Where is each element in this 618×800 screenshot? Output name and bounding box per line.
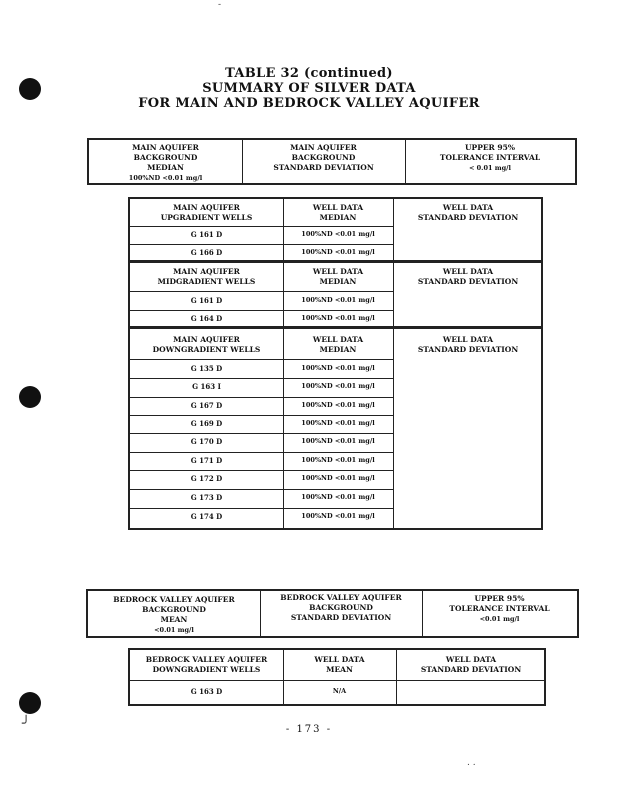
table-row bbox=[130, 508, 541, 526]
bedrock-col-mean: WELL DATA MEAN bbox=[314, 655, 365, 674]
bedrock-background-summary bbox=[86, 589, 579, 638]
well-id: G 164 D bbox=[190, 314, 223, 323]
upgradient-col-stddev: WELL DATA STANDARD DEVIATION bbox=[417, 203, 519, 222]
table-row bbox=[130, 683, 544, 701]
table-row bbox=[130, 433, 541, 451]
bedrock-mean-value: <0.01 mg/l bbox=[154, 626, 194, 634]
midgradient-wells-table bbox=[128, 262, 543, 328]
punch-hole-bottom bbox=[19, 692, 41, 714]
main-std-label: MAIN AQUIFER BACKGROUND STANDARD DEVIATION bbox=[273, 143, 374, 172]
table-row bbox=[130, 397, 541, 415]
upgradient-col-median: WELL DATA MEDIAN bbox=[312, 203, 364, 222]
well-id: G 167 D bbox=[190, 401, 223, 410]
well-median: 100%ND <0.01 mg/l bbox=[301, 248, 375, 256]
table-row bbox=[130, 360, 541, 378]
well-id: G 172 D bbox=[190, 474, 223, 483]
table-row bbox=[130, 378, 541, 396]
midgradient-col-stddev: WELL DATA STANDARD DEVIATION bbox=[417, 267, 519, 286]
scan-mark: - bbox=[218, 0, 222, 10]
upgradient-header: MAIN AQUIFER UPGRADIENT WELLS bbox=[160, 203, 253, 222]
well-median: 100%ND <0.01 mg/l bbox=[301, 474, 375, 482]
well-median: 100%ND <0.01 mg/l bbox=[301, 382, 375, 390]
downgradient-header: MAIN AQUIFER DOWNGRADIENT WELLS bbox=[152, 335, 261, 354]
well-median: 100%ND <0.01 mg/l bbox=[301, 419, 375, 427]
midgradient-header: MAIN AQUIFER MIDGRADIENT WELLS bbox=[157, 267, 256, 286]
bedrock-col-stddev: WELL DATA STANDARD DEVIATION bbox=[420, 655, 522, 674]
well-id: G 163 I bbox=[192, 382, 221, 391]
table-title: TABLE 32 (continued) bbox=[225, 66, 393, 81]
well-id: G 174 D bbox=[190, 512, 223, 521]
well-median: 100%ND <0.01 mg/l bbox=[301, 364, 375, 372]
well-id: G 166 D bbox=[190, 248, 223, 257]
well-id: G 170 D bbox=[190, 437, 223, 446]
well-id: G 169 D bbox=[190, 419, 223, 428]
downgradient-wells-table bbox=[128, 328, 543, 530]
well-id: G 161 D bbox=[190, 230, 223, 239]
main-tolerance-label: UPPER 95% TOLERANCE INTERVAL bbox=[439, 143, 541, 162]
main-median-value: 100%ND <0.01 mg/l bbox=[128, 174, 203, 182]
well-id: G 171 D bbox=[190, 456, 223, 465]
main-background-summary bbox=[87, 138, 577, 185]
table-row bbox=[130, 292, 541, 310]
well-median: 100%ND <0.01 mg/l bbox=[301, 456, 375, 464]
table-row bbox=[130, 470, 541, 488]
well-id: G 163 D bbox=[190, 687, 223, 696]
well-median: 100%ND <0.01 mg/l bbox=[301, 493, 375, 501]
midgradient-col-median: WELL DATA MEDIAN bbox=[312, 267, 364, 286]
bedrock-downgradient-table bbox=[128, 648, 546, 706]
page-number: - 173 - bbox=[285, 724, 333, 735]
main-median-label: MAIN AQUIFER BACKGROUND MEDIAN bbox=[132, 143, 199, 172]
well-median: 100%ND <0.01 mg/l bbox=[301, 401, 375, 409]
bedrock-tolerance-label: UPPER 95% TOLERANCE INTERVAL bbox=[449, 594, 550, 613]
downgradient-col-median: WELL DATA MEDIAN bbox=[312, 335, 364, 354]
bedrock-downgradient-header: BEDROCK VALLEY AQUIFER DOWNGRADIENT WELLS bbox=[145, 655, 268, 674]
well-id: G 173 D bbox=[190, 493, 223, 502]
bedrock-mean-label: BEDROCK VALLEY AQUIFER BACKGROUND MEAN bbox=[113, 595, 235, 624]
scan-mark: . . bbox=[467, 758, 476, 768]
well-median: 100%ND <0.01 mg/l bbox=[301, 230, 375, 238]
well-id: G 161 D bbox=[190, 296, 223, 305]
table-row bbox=[130, 452, 541, 470]
well-median: 100%ND <0.01 mg/l bbox=[301, 296, 375, 304]
table-row bbox=[130, 244, 541, 262]
punch-hole-middle bbox=[19, 386, 41, 408]
scan-mark: ╯ bbox=[22, 716, 31, 732]
well-mean: N/A bbox=[332, 687, 347, 695]
bedrock-std-label: BEDROCK VALLEY AQUIFER BACKGROUND STANDARD DEVIATION bbox=[280, 593, 402, 622]
upgradient-wells-table bbox=[128, 197, 543, 262]
well-id: G 135 D bbox=[190, 364, 223, 373]
table-row bbox=[130, 415, 541, 433]
main-tolerance-value: < 0.01 mg/l bbox=[468, 164, 512, 172]
table-subtitle-2: FOR MAIN AND BEDROCK VALLEY AQUIFER bbox=[138, 96, 480, 111]
well-median: 100%ND <0.01 mg/l bbox=[301, 437, 375, 445]
table-row bbox=[130, 226, 541, 244]
well-median: 100%ND <0.01 mg/l bbox=[301, 512, 375, 520]
downgradient-col-stddev: WELL DATA STANDARD DEVIATION bbox=[417, 335, 519, 354]
bedrock-tolerance-value: <0.01 mg/l bbox=[479, 615, 520, 623]
well-median: 100%ND <0.01 mg/l bbox=[301, 314, 375, 322]
table-row bbox=[130, 489, 541, 507]
table-row bbox=[130, 310, 541, 328]
table-subtitle: SUMMARY OF SILVER DATA bbox=[202, 81, 416, 96]
